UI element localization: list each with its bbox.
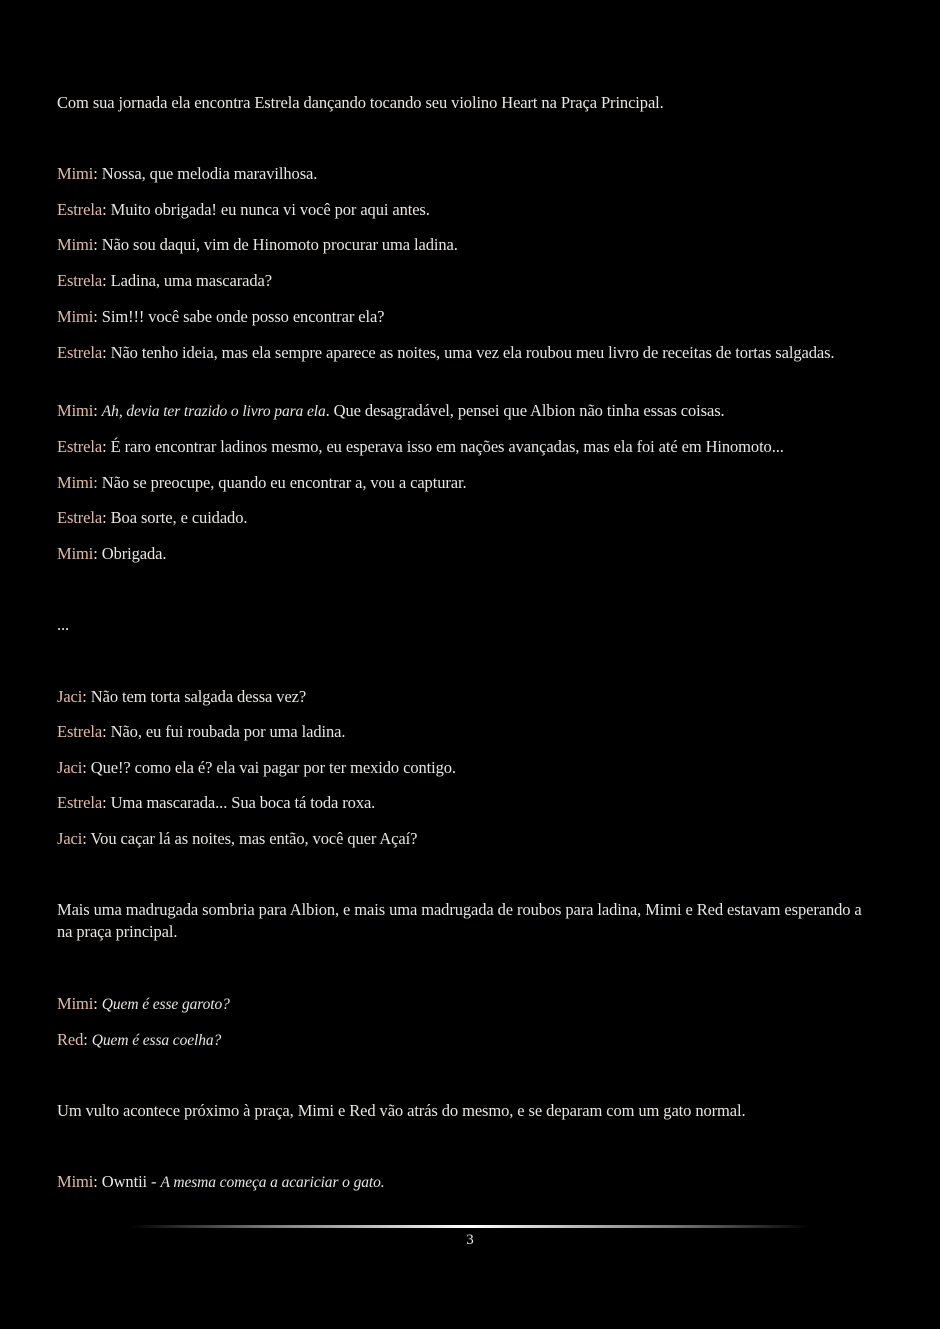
page-number: 3 [466,1232,474,1248]
speaker-name: Estrela [57,271,103,290]
speaker-name: Estrela [57,343,103,362]
speaker-name: Estrela [57,508,103,527]
narration-text: Com sua jornada ela encontra Estrela dançando tocando seu violino Heart na Praça Principal. [57,93,664,112]
ellipsis-text: ... [57,615,70,634]
narration-paragraph [57,1100,872,1122]
speaker-name: Mimi [57,1172,94,1191]
dialogue-line: Estrela: Não tenho ideia, mas ela sempre aparece as noites, uma vez ela roubou meu livro de receitas de tortas salgadas. [57,343,835,362]
speaker-name: Mimi [57,307,94,326]
speaker-name: Estrela [57,200,103,219]
dialogue-line: Jaci: Vou caçar lá as noites, mas então, você quer Açaí? [57,829,418,848]
dialogue-line: Estrela: Ladina, uma mascarada? [57,271,272,290]
dialogue-text: Não tenho ideia, mas ela sempre aparece as noites, uma vez ela roubou meu livro de receitas de tortas salgadas. [110,343,835,362]
dialogue-line: Mimi: Obrigada. [57,544,167,563]
dialogue-text: Que!? como ela é? ela vai pagar por ter mexido contigo. [90,758,456,777]
dialogue-thought: Quem é esse garoto? [101,996,230,1013]
speaker-name: Jaci [57,758,83,777]
speaker-name: Red [57,1030,84,1049]
dialogue-text: Não se preocupe, quando eu encontrar a, vou a capturar. [101,473,467,492]
speaker-name: Mimi [57,994,94,1013]
speaker-name: Estrela [57,437,103,456]
dialogue-text: Vou caçar lá as noites, mas então, você quer Açaí? [90,829,418,848]
action-description: A mesma começa a acariciar o gato. [160,1174,385,1191]
speaker-name: Estrela [57,722,103,741]
speaker-name: Jaci [57,829,83,848]
speaker-name: Estrela [57,793,103,812]
footer-divider [130,1225,810,1228]
dialogue-line: Mimi: Não se preocupe, quando eu encontrar a, vou a capturar. [57,473,467,492]
dialogue-line: Estrela: Uma mascarada... Sua boca tá toda roxa. [57,793,376,812]
dialogue-line: Estrela: Boa sorte, e cuidado. [57,508,248,527]
dialogue-line: Red: Quem é essa coelha? [57,1030,222,1049]
dialogue-text: Sim!!! você sabe onde posso encontrar ela? [101,307,385,326]
dialogue-thought: Quem é essa coelha? [91,1032,222,1049]
dialogue-text: . Que desagradável, pensei que Albion não tinha essas coisas. [325,401,725,420]
dialogue-line: Mimi: Sim!!! você sabe onde posso encontrar ela? [57,307,385,326]
dialogue-text: Owntii - [101,1172,161,1191]
speaker-name: Mimi [57,235,94,254]
speaker-name: Mimi [57,544,94,563]
speaker-name: Mimi [57,473,94,492]
dialogue-line: Mimi: Não sou daqui, vim de Hinomoto procurar uma ladina. [57,235,458,254]
dialogue-text: Uma mascarada... Sua boca tá toda roxa. [110,793,376,812]
dialogue-text: É raro encontrar ladinos mesmo, eu esperava isso em nações avançadas, mas ela foi até em Hinomoto... [110,437,784,456]
dialogue-text: Não tem torta salgada dessa vez? [90,687,307,706]
dialogue-text: Não, eu fui roubada por uma ladina. [110,722,346,741]
speaker-name: Mimi [57,401,94,420]
dialogue-text: Obrigada. [101,544,167,563]
dialogue-text: Não sou daqui, vim de Hinomoto procurar uma ladina. [101,235,458,254]
dialogue-line: Mimi: Nossa, que melodia maravilhosa. [57,164,318,183]
dialogue-text: Boa sorte, e cuidado. [110,508,248,527]
speaker-name: Mimi [57,164,94,183]
dialogue-line: Mimi: Owntii - A mesma começa a acariciar o gato. [57,1172,385,1191]
dialogue-line: Jaci: Não tem torta salgada dessa vez? [57,687,307,706]
dialogue-thought: Ah, devia ter trazido o livro para ela [101,403,326,420]
dialogue-line: Estrela: É raro encontrar ladinos mesmo, eu esperava isso em nações avançadas, mas ela foi até em Hinomoto... [57,437,784,456]
dialogue-line: Mimi: Quem é esse garoto? [57,994,230,1013]
dialogue-line: Estrela: Não, eu fui roubada por uma ladina. [57,722,346,741]
narration-paragraph [57,92,872,114]
dialogue-text: Nossa, que melodia maravilhosa. [101,164,318,183]
narration-text: Mais uma madrugada sombria para Albion, e mais uma madrugada de roubos para ladina, Mimi e Red estavam esperando a na praça principal. [57,900,862,941]
scene-break [57,614,872,636]
narration-paragraph [57,899,872,943]
dialogue-text: Muito obrigada! eu nunca vi você por aqui antes. [110,200,430,219]
dialogue-line: Mimi: Ah, devia ter trazido o livro para ela. Que desagradável, pensei que Albion não tinha essas coisas. [57,401,725,420]
narration-text: Um vulto acontece próximo à praça, Mimi e Red vão atrás do mesmo, e se deparam com um gato normal. [57,1101,746,1120]
dialogue-line: Jaci: Que!? como ela é? ela vai pagar por ter mexido contigo. [57,758,456,777]
dialogue-line: Estrela: Muito obrigada! eu nunca vi você por aqui antes. [57,200,430,219]
speaker-name: Jaci [57,687,83,706]
dialogue-text: Ladina, uma mascarada? [110,271,272,290]
